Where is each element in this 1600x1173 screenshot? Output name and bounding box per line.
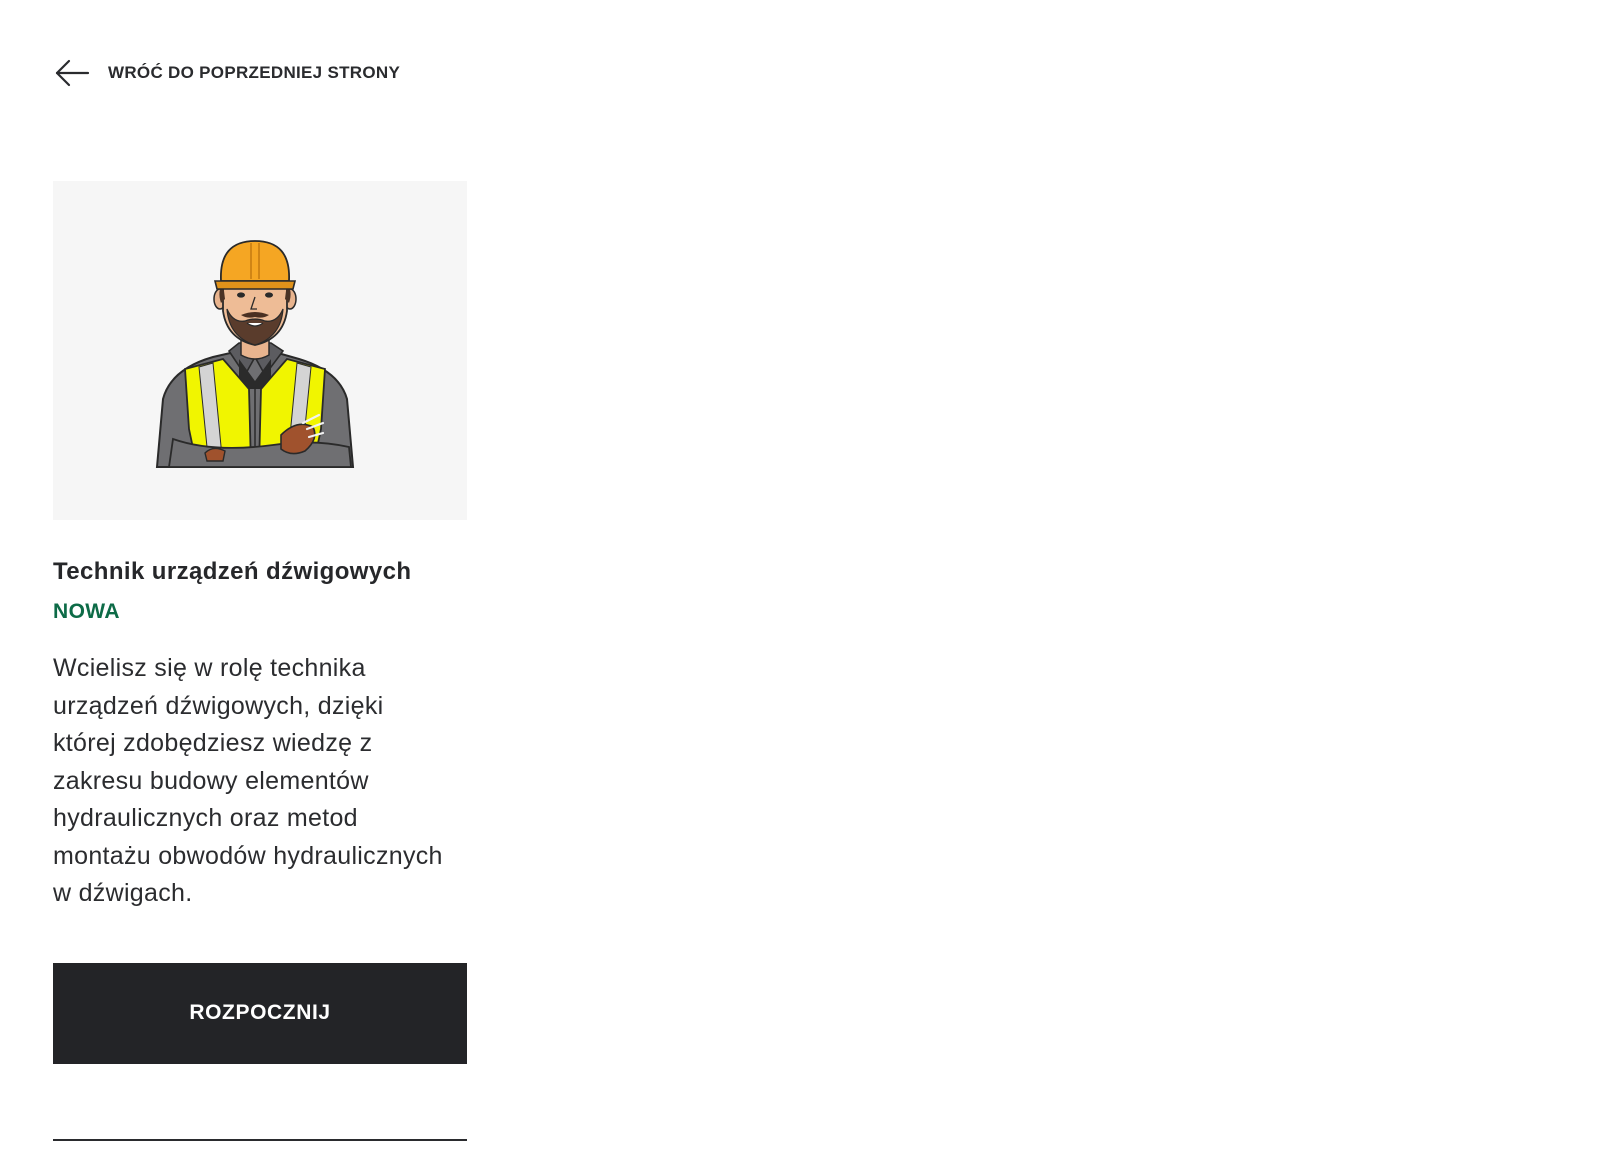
construction-worker-illustration xyxy=(153,239,357,469)
back-link-label: WRÓĆ DO POPRZEDNIEJ STRONY xyxy=(108,63,401,82)
course-image xyxy=(53,181,467,520)
divider xyxy=(53,1139,467,1141)
course-title: Technik urządzeń dźwigowych xyxy=(53,558,412,585)
course-description: Wcielisz się w rolę technika urządzeń dźwigowych, dzięki której zdobędziesz wiedzę z zakresu budowy elementów hydraulicznych oraz metod montażu obwodów hydraulicznych w dźwigach. xyxy=(53,654,443,907)
course-card xyxy=(53,181,467,1141)
start-button[interactable]: ROZPOCZNIJ xyxy=(53,963,467,1064)
arrow-left-icon xyxy=(54,58,90,88)
new-badge: NOWA xyxy=(53,600,120,623)
back-link[interactable] xyxy=(54,58,400,88)
